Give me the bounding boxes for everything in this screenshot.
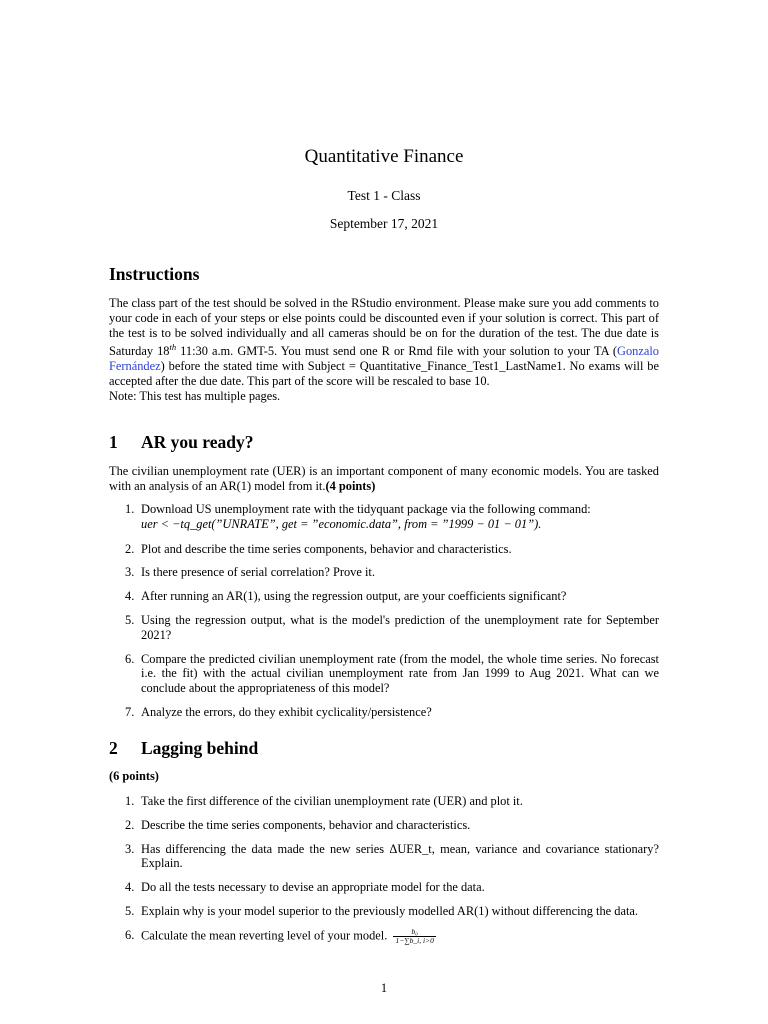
list-item: 4. After running an AR(1), using the regression output, are your coefficients significant?	[125, 589, 567, 604]
list-item: 7. Analyze the errors, do they exhibit cyclicality/persistence?	[125, 704, 432, 719]
list-item: 3. Has differencing the data made the new series ΔUER_t, mean, variance and covariance stationary? Explain.	[125, 841, 659, 871]
instructions-text-2: 11:30 a.m. GMT-5. You must send one R or Rmd file with your solution to your TA (	[176, 344, 618, 359]
section-2-heading	[109, 738, 258, 759]
document-title: Quantitative Finance	[304, 146, 464, 167]
page-number: 1	[380, 981, 388, 995]
section-1-title: AR you ready?	[141, 432, 254, 452]
instructions-text-3: ) before the stated time with Subject = Quantitative_Finance_Test1_LastName1. No exams will be accepted after the due date. This part of the score will be rescaled to base 10.	[109, 359, 659, 389]
section-2-title: Lagging behind	[141, 738, 259, 758]
list-item: 5. Using the regression output, what is the model's prediction of the unemployment rate for September 2021?	[125, 612, 659, 642]
list-item: 3. Is there presence of serial correlation? Prove it.	[125, 565, 375, 580]
instructions-heading: Instructions	[109, 264, 200, 284]
section-1-intro	[109, 464, 659, 494]
instructions-paragraph	[109, 296, 659, 404]
ta-name-link[interactable]: Gonzalo Fernández	[109, 344, 659, 374]
list-item: 2. Plot and describe the time series components, behavior and characteristics.	[125, 541, 512, 556]
list-item: 1. Download US unemployment rate with the tidyquant package via the following command: uer < −tq_get(”UNRATE”, get = ”economic.data”, from = ”1999 − 01 − 01”).	[125, 502, 591, 531]
section-1-points: (4 points)	[325, 478, 376, 493]
section-1-item-1-text: Download US unemployment rate with the tidyquant package via the following command:	[141, 502, 591, 516]
instructions-note: Note: This test has multiple pages.	[109, 388, 281, 403]
section-2-list	[109, 794, 659, 945]
mean-reverting-formula	[393, 928, 435, 945]
formula-denominator: 1−∑b_i, i>0	[395, 935, 434, 945]
instructions-text-1: The class part of the test should be solved in the RStudio environment. Please make sure you add comments to your code in each of your steps or else points could be discounted even if your solution is correct. This part of the test is to be solved individually and all cameras should be on for the duration of the test. The due date is Saturday 18	[109, 296, 659, 359]
formula-numerator: b₀	[393, 928, 435, 937]
document-date: September 17, 2021	[329, 216, 439, 231]
list-item: 6. Calculate the mean reverting level of your model. $\frac{\text{b₀}}{1-\sum b\_i, i>0}$	[125, 926, 434, 945]
section-2-points: (6 points)	[109, 769, 159, 783]
section-2-number: 2	[109, 738, 118, 758]
list-item: 6. Compare the predicted civilian unemployment rate (from the model, the whole time series. No forecast i.e. the fit) with the actual civilian unemployment rate from Jan 1999 to Aug 2021. What can we conclude about the appropriateness of this model?	[125, 651, 659, 696]
section-1-heading	[109, 432, 253, 453]
list-item: 5. Explain why is your model superior to the previously modelled AR(1) without differencing the data.	[125, 903, 639, 918]
date-superscript: th	[169, 342, 177, 353]
section-1-number: 1	[109, 432, 118, 452]
list-item: 2. Describe the time series components, behavior and characteristics.	[125, 817, 471, 832]
list-item: 4. Do all the tests necessary to devise an appropriate model for the data.	[125, 880, 485, 895]
section-1-intro-text: The civilian unemployment rate (UER) is an important component of many economic models. You are tasked with an analysis of an AR(1) model from it.	[109, 464, 659, 493]
section-1-list	[109, 502, 659, 720]
list-item: 1. Take the first difference of the civilian unemployment rate (UER) and plot it.	[125, 794, 523, 808]
section-1-item-1-code: uer < −tq_get(”UNRATE”, get = ”economic.data”, from = ”1999 − 01 − 01”).	[141, 516, 542, 531]
document-subtitle: Test 1 - Class	[347, 188, 421, 203]
